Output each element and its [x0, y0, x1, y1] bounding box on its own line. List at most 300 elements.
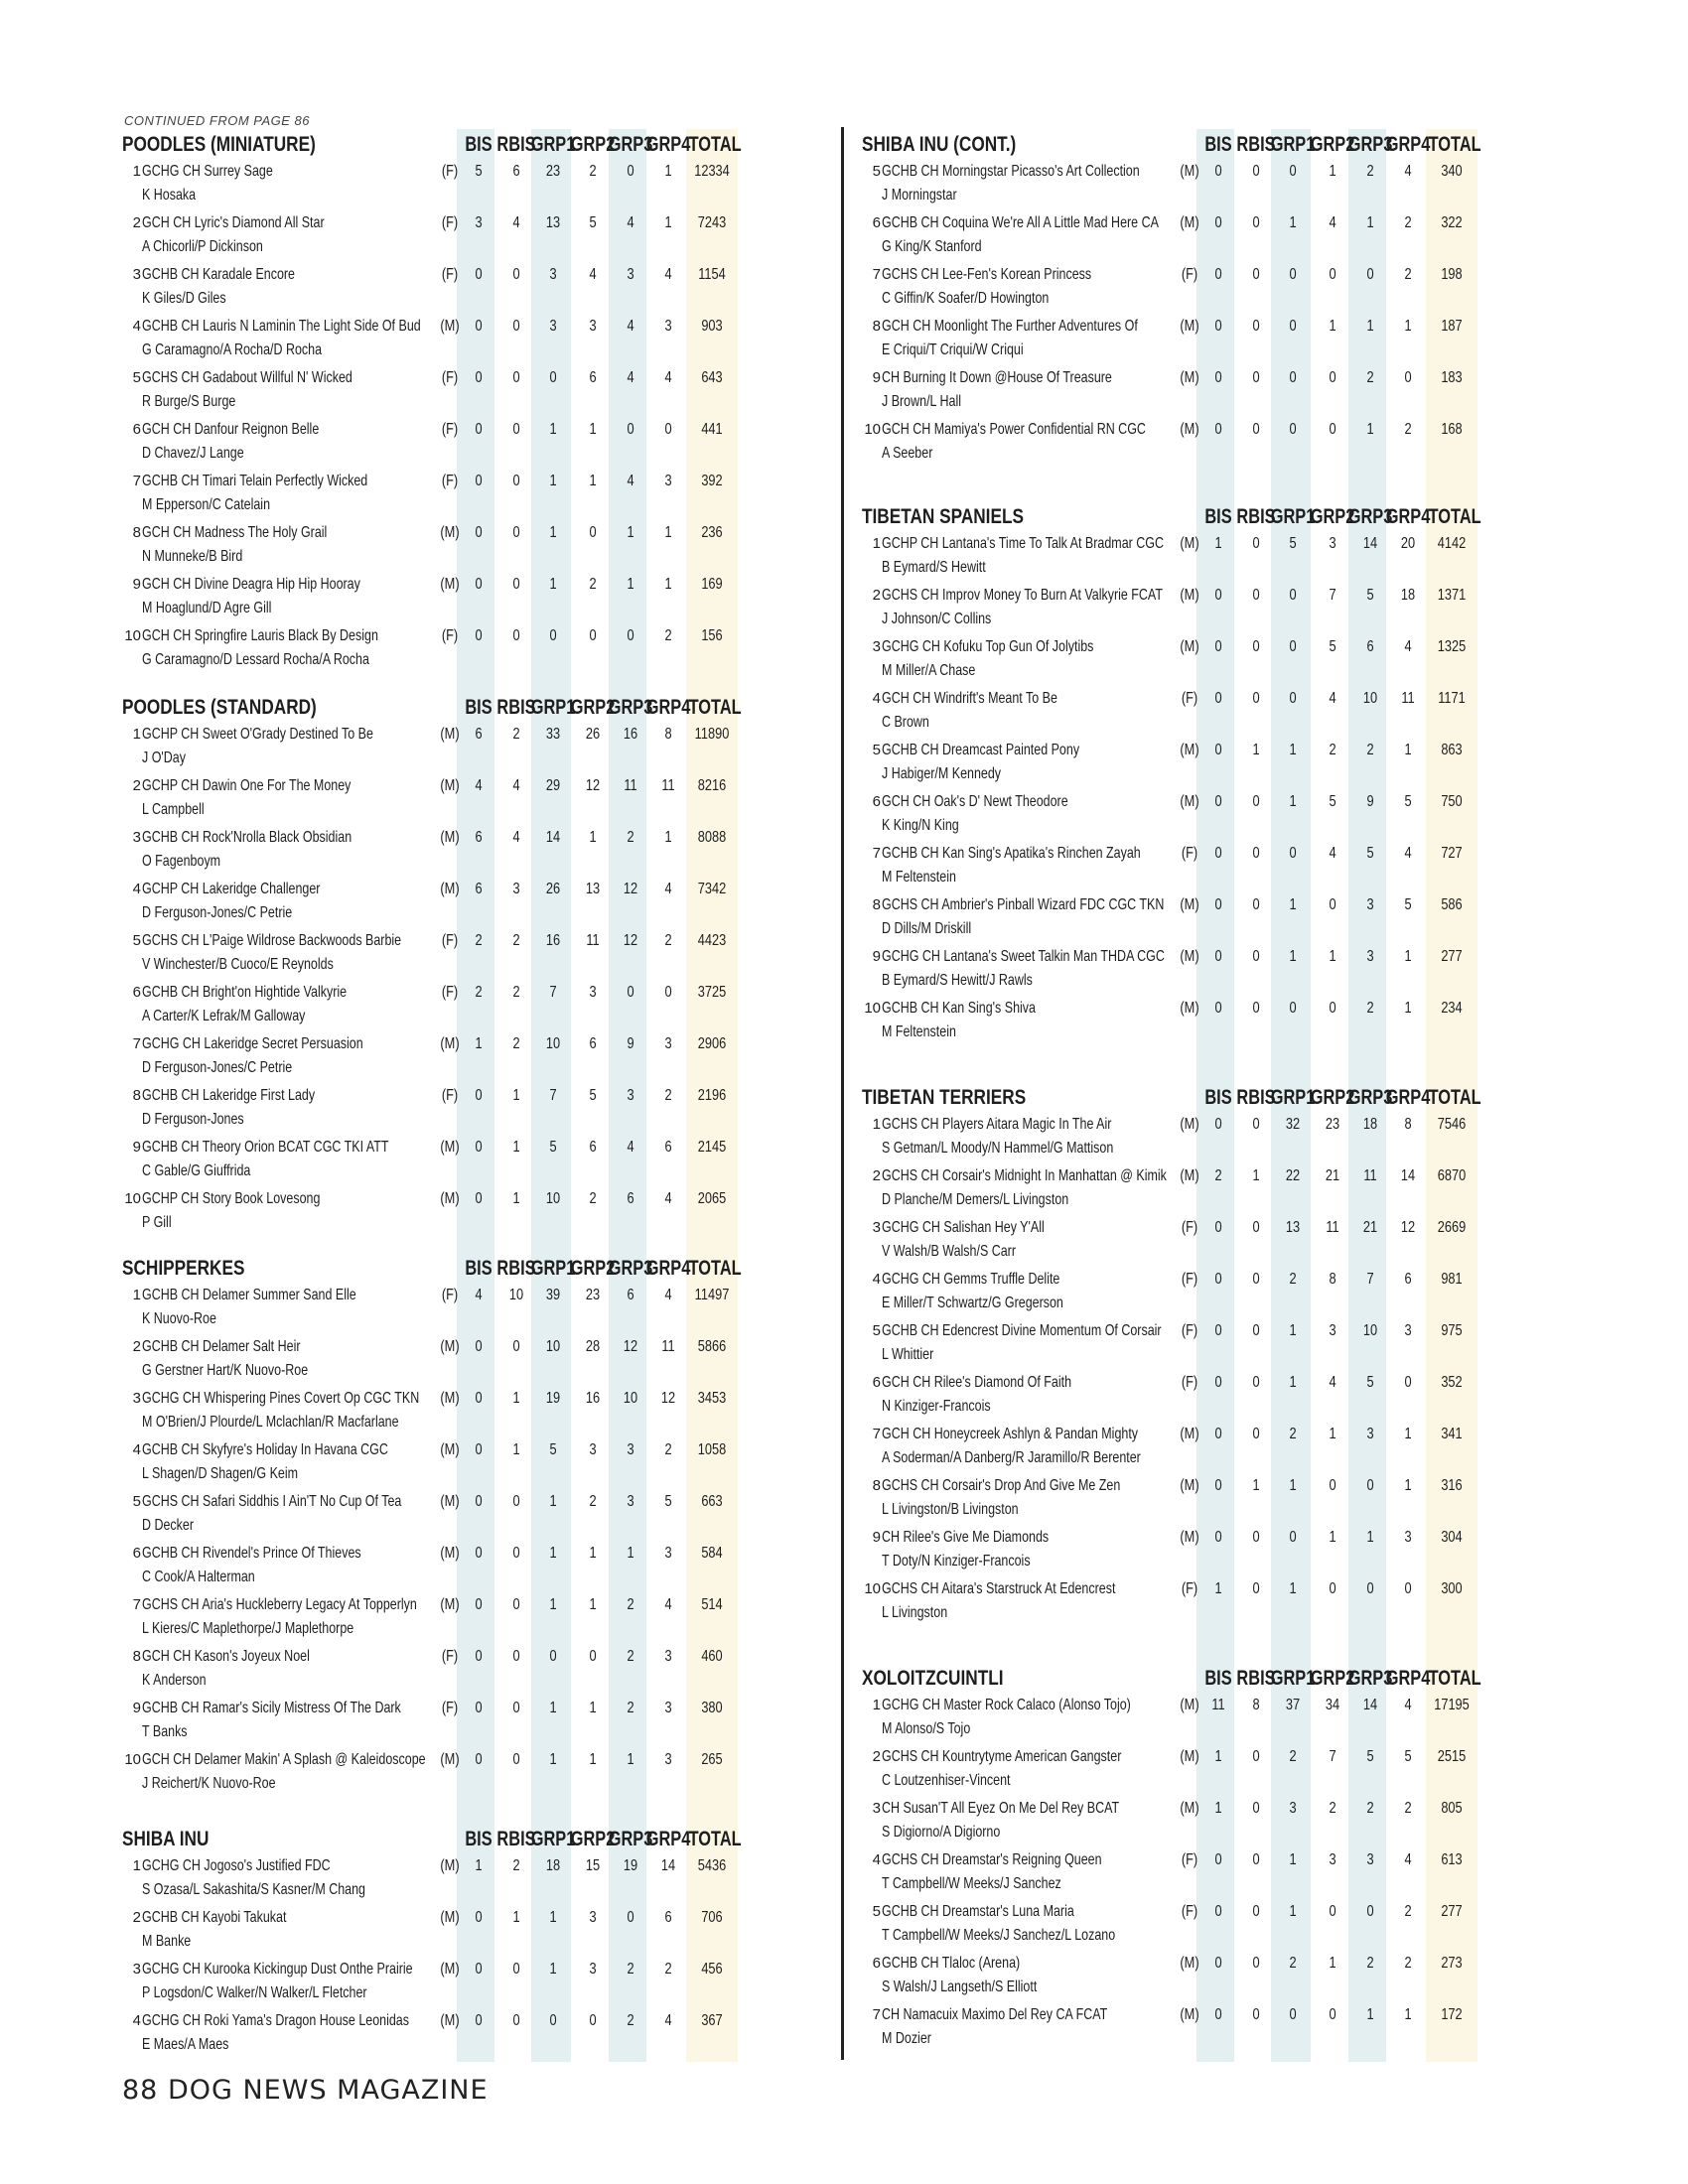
stat-grp3: 0: [627, 1909, 634, 1926]
stat-total: 17195: [1434, 1697, 1470, 1713]
stat-bis: 1: [1214, 535, 1222, 552]
dog-name: GCHS CH Players Aitara Magic In The Air: [882, 1116, 1112, 1133]
stat-grp1: 1: [549, 1700, 557, 1716]
column-header-grp3: GRP3: [1347, 133, 1393, 156]
dog-sex: (M): [1180, 163, 1199, 180]
dog-name: GCHG CH Gemms Truffle Delite: [882, 1271, 1060, 1288]
dog-sex: (F): [1181, 1851, 1198, 1868]
dog-sex: (M): [1180, 1800, 1199, 1817]
dog-sex: (M): [440, 1961, 460, 1978]
owner-names: L Whittier: [882, 1346, 934, 1363]
stat-grp3: 2: [627, 2012, 634, 2029]
ranking-entry: [859, 210, 1566, 262]
section-header: [119, 692, 814, 722]
stat-total: 380: [701, 1700, 723, 1716]
stat-grp2: 0: [1329, 896, 1336, 913]
stat-grp3: 3: [1366, 896, 1374, 913]
column-header-grp1: GRP1: [1270, 133, 1316, 156]
ranking-entry: [859, 738, 1566, 789]
stat-grp4: 2: [664, 627, 672, 644]
dog-name: GCHB CH Skyfyre's Holiday In Havana CGC: [142, 1441, 388, 1458]
stat-bis: 0: [1214, 1374, 1222, 1391]
entry-rank: 9: [872, 369, 881, 386]
stat-grp3: 4: [627, 214, 634, 231]
stat-grp4: 5: [1404, 896, 1412, 913]
stat-grp4: 2: [664, 1961, 672, 1978]
stat-rbis: 0: [1252, 2006, 1260, 2023]
dog-name: GCHB CH Dreamcast Painted Pony: [882, 742, 1080, 758]
stat-grp2: 11: [1326, 1219, 1339, 1236]
dog-sex: (M): [1180, 1748, 1199, 1765]
stat-bis: 0: [1214, 1477, 1222, 1494]
stat-grp2: 11: [586, 932, 600, 949]
owner-names: D Chavez/J Lange: [142, 445, 244, 462]
owner-names: M Hoaglund/D Agre Gill: [142, 600, 272, 616]
entry-rank: 4: [872, 1271, 881, 1288]
dog-sex: (F): [1181, 1903, 1198, 1920]
stat-bis: 0: [475, 1390, 483, 1407]
stat-grp3: 3: [1366, 1851, 1374, 1868]
owner-names: C Giffin/K Soafer/D Howington: [882, 290, 1050, 307]
stat-total: 456: [701, 1961, 723, 1978]
stat-bis: 0: [1214, 214, 1222, 231]
stat-grp2: 5: [589, 214, 597, 231]
dog-name: GCHG CH Surrey Sage: [142, 163, 273, 180]
stat-grp3: 1: [627, 524, 634, 541]
stat-grp1: 2: [1289, 1748, 1297, 1765]
stat-grp4: 0: [664, 984, 672, 1001]
stat-grp2: 0: [1329, 2006, 1336, 2023]
stat-total: 3725: [697, 984, 727, 1001]
dog-sex: (F): [441, 932, 459, 949]
stat-grp1: 7: [549, 1087, 557, 1104]
stat-bis: 0: [1214, 1426, 1222, 1442]
stat-grp1: 0: [1289, 369, 1297, 386]
stat-grp4: 1: [1404, 2006, 1412, 2023]
column-header-grp1: GRP1: [1270, 505, 1316, 528]
stat-grp3: 14: [1362, 1697, 1378, 1713]
owner-names: N Munneke/B Bird: [142, 548, 243, 565]
entry-rank: 6: [132, 984, 141, 1001]
ranking-entry: [119, 1957, 814, 2008]
stat-total: 643: [701, 369, 723, 386]
owner-names: D Dills/M Driskill: [882, 920, 972, 937]
stat-rbis: 0: [1252, 369, 1260, 386]
dog-sex: (F): [441, 1648, 459, 1665]
stat-grp1: 0: [1289, 266, 1297, 283]
stat-grp4: 5: [1404, 1748, 1412, 1765]
dog-sex: (M): [440, 318, 460, 335]
stat-grp1: 0: [1289, 2006, 1297, 2023]
entry-rank: 7: [872, 845, 881, 862]
stat-grp3: 2: [627, 1961, 634, 1978]
dog-sex: (F): [1181, 1580, 1198, 1597]
owner-names: K Anderson: [142, 1672, 207, 1689]
stat-total: 3453: [697, 1390, 727, 1407]
stat-grp4: 1: [664, 214, 672, 231]
stat-rbis: 8: [1252, 1697, 1260, 1713]
stat-bis: 1: [1214, 1748, 1222, 1765]
ranking-entry: [119, 2008, 814, 2060]
stat-grp1: 39: [545, 1287, 561, 1303]
stat-grp1: 14: [545, 829, 561, 846]
ranking-entry: [859, 1112, 1566, 1163]
dog-name: GCHG CH Kurooka Kickingup Dust Onthe Prairie: [142, 1961, 413, 1978]
ranking-entry: [859, 314, 1566, 365]
ranking-entry: [859, 1847, 1566, 1899]
section-header: [859, 1663, 1566, 1693]
stat-total: 2065: [697, 1190, 727, 1207]
stat-grp1: 1: [549, 421, 557, 438]
column-header-total: TOTAL: [688, 133, 742, 156]
stat-grp4: 6: [664, 1909, 672, 1926]
stat-grp4: 3: [664, 1648, 672, 1665]
stat-grp4: 5: [664, 1493, 672, 1510]
entry-rank: 8: [132, 524, 141, 541]
stat-bis: 0: [475, 1087, 483, 1104]
stat-grp2: 7: [1329, 587, 1336, 604]
dog-name: GCHS CH Aitara's Starstruck At Edencrest: [882, 1580, 1116, 1597]
stat-bis: 0: [475, 473, 483, 489]
stat-grp4: 3: [664, 473, 672, 489]
stat-grp1: 1: [1289, 214, 1297, 231]
stat-bis: 0: [475, 1751, 483, 1768]
stat-grp3: 1: [1366, 318, 1374, 335]
owner-names: J Habiger/M Kennedy: [882, 765, 1002, 782]
entry-rank: 8: [872, 1477, 881, 1494]
stat-grp4: 11: [661, 777, 675, 794]
stat-rbis: 0: [1252, 163, 1260, 180]
stat-grp3: 12: [623, 932, 638, 949]
dog-name: GCHS CH Aria's Huckleberry Legacy At Topperlyn: [142, 1596, 417, 1613]
ranking-entry: [119, 773, 814, 825]
left-column: [119, 0, 814, 2184]
entry-rank: 2: [872, 587, 881, 604]
ranking-entry: [119, 1747, 814, 1799]
stat-rbis: 1: [1252, 1167, 1260, 1184]
dog-sex: (M): [1180, 2006, 1199, 2023]
dog-sex: (M): [440, 1751, 460, 1768]
stat-grp4: 1: [1404, 948, 1412, 965]
dog-sex: (M): [440, 1545, 460, 1562]
dog-sex: (F): [1181, 1219, 1198, 1236]
stat-grp1: 0: [549, 2012, 557, 2029]
breed-section: [859, 1082, 1566, 1628]
stat-rbis: 0: [1252, 1219, 1260, 1236]
stat-grp4: 3: [664, 1545, 672, 1562]
breed-section: [859, 501, 1566, 1047]
stat-grp2: 16: [585, 1390, 601, 1407]
column-header-grp2: GRP2: [1310, 505, 1355, 528]
dog-sex: (M): [440, 726, 460, 743]
stat-rbis: 0: [1252, 1116, 1260, 1133]
dog-name: GCH CH Delamer Makin' A Splash @ Kaleidoscope: [142, 1751, 426, 1768]
entry-rank: 4: [132, 881, 141, 897]
stat-grp3: 9: [1366, 793, 1374, 810]
stat-total: 750: [1441, 793, 1463, 810]
stat-rbis: 0: [1252, 638, 1260, 655]
entry-rank: 5: [872, 1903, 881, 1920]
stat-grp4: 3: [664, 1700, 672, 1716]
column-header-grp2: GRP2: [1310, 133, 1355, 156]
stat-rbis: 0: [1252, 1748, 1260, 1765]
ranking-entry: [119, 1696, 814, 1747]
owner-names: L Livingston: [882, 1604, 948, 1621]
dog-name: GCHP CH Lantana's Time To Talk At Bradmar CGC: [882, 535, 1164, 552]
stat-grp2: 5: [1329, 638, 1336, 655]
stat-total: 300: [1441, 1580, 1463, 1597]
entry-rank: 7: [132, 473, 141, 489]
column-header-rbis: RBIS: [1236, 133, 1276, 156]
ranking-entry: [859, 1693, 1566, 1744]
ranking-entry: [119, 159, 814, 210]
dog-name: GCHG CH Lakeridge Secret Persuasion: [142, 1035, 363, 1052]
stat-total: 514: [701, 1596, 723, 1613]
stat-rbis: 0: [512, 1700, 520, 1716]
stat-total: 2906: [697, 1035, 727, 1052]
stat-total: 5436: [697, 1857, 727, 1874]
owner-names: M Feltenstein: [882, 1024, 956, 1040]
stat-grp3: 6: [1366, 638, 1374, 655]
breed-section: [119, 1824, 814, 2060]
stat-total: 4423: [697, 932, 727, 949]
dog-name: GCHB CH Bright'on Hightide Valkyrie: [142, 984, 348, 1001]
stat-grp3: 1: [627, 576, 634, 593]
dog-sex: (M): [1180, 587, 1199, 604]
stat-grp3: 2: [627, 829, 634, 846]
dog-sex: (M): [440, 2012, 460, 2029]
stat-grp4: 3: [664, 1035, 672, 1052]
stat-bis: 11: [1211, 1697, 1225, 1713]
stat-grp2: 2: [589, 1190, 597, 1207]
stat-bis: 0: [1214, 1529, 1222, 1546]
stat-grp4: 2: [664, 1087, 672, 1104]
stat-grp2: 2: [589, 1493, 597, 1510]
entry-rank: 4: [872, 690, 881, 707]
stat-grp1: 1: [1289, 1903, 1297, 1920]
dog-sex: (M): [440, 1338, 460, 1355]
stat-grp4: 4: [664, 266, 672, 283]
dog-sex: (M): [1180, 421, 1199, 438]
stat-grp4: 1: [1404, 1477, 1412, 1494]
column-header-rbis: RBIS: [1236, 1667, 1276, 1690]
stat-rbis: 0: [1252, 421, 1260, 438]
stat-total: 1154: [698, 266, 726, 283]
stat-grp4: 4: [664, 1287, 672, 1303]
breed-title: XOLOITZCUINTLI: [862, 1667, 1004, 1690]
stat-grp4: 1: [664, 163, 672, 180]
owner-names: R Burge/S Burge: [142, 393, 236, 410]
owner-names: B Eymard/S Hewitt/J Rawls: [882, 972, 1033, 989]
ranking-entry: [119, 1592, 814, 1644]
stat-bis: 3: [475, 214, 483, 231]
owner-names: C Brown: [882, 714, 929, 731]
ranking-entry: [859, 1318, 1566, 1370]
owner-names: M Miller/A Chase: [882, 662, 976, 679]
stat-grp1: 1: [1289, 1477, 1297, 1494]
stat-rbis: 2: [512, 932, 520, 949]
page-footer: 88 DOG NEWS MAGAZINE: [122, 2075, 489, 2106]
dog-name: CH Namacuix Maximo Del Rey CA FCAT: [882, 2006, 1108, 2023]
column-header-rbis: RBIS: [496, 1828, 536, 1850]
stat-grp2: 2: [1329, 742, 1336, 758]
stat-rbis: 0: [1252, 214, 1260, 231]
stat-rbis: 0: [512, 1338, 520, 1355]
stat-grp3: 2: [1366, 369, 1374, 386]
stat-rbis: 0: [512, 369, 520, 386]
ranking-entry: [859, 1422, 1566, 1473]
dog-sex: (F): [441, 266, 459, 283]
stat-grp3: 0: [627, 163, 634, 180]
owner-names: J Morningstar: [882, 187, 957, 204]
dog-name: GCHG CH Master Rock Calaco (Alonso Tojo): [882, 1697, 1131, 1713]
stat-grp1: 0: [1289, 318, 1297, 335]
entry-rank: 3: [132, 1961, 141, 1978]
stat-grp4: 1: [1404, 318, 1412, 335]
stat-bis: 0: [1214, 1116, 1222, 1133]
dog-name: GCHS CH Ambrier's Pinball Wizard FDC CGC TKN: [882, 896, 1165, 913]
stat-grp2: 4: [1329, 1374, 1336, 1391]
column-header-grp1: GRP1: [530, 1257, 576, 1280]
stat-total: 441: [701, 421, 723, 438]
stat-grp3: 0: [1366, 1903, 1374, 1920]
stat-bis: 0: [475, 1909, 483, 1926]
dog-sex: (M): [440, 1857, 460, 1874]
owner-names: M Alonso/S Tojo: [882, 1720, 971, 1737]
stat-bis: 0: [475, 524, 483, 541]
stat-grp2: 1: [1329, 163, 1336, 180]
ranking-entry: [859, 262, 1566, 314]
owner-names: J O'Day: [142, 750, 186, 766]
entry-rank: 1: [132, 726, 141, 743]
stat-rbis: 1: [512, 1390, 520, 1407]
stat-bis: 1: [475, 1857, 483, 1874]
stat-grp2: 1: [1329, 1955, 1336, 1972]
owner-names: S Walsh/J Langseth/S Elliott: [882, 1979, 1038, 1995]
stat-grp3: 21: [1362, 1219, 1378, 1236]
stat-grp1: 0: [1289, 638, 1297, 655]
column-header-total: TOTAL: [1428, 505, 1481, 528]
entry-rank: 2: [132, 1338, 141, 1355]
dog-name: GCHB CH Edencrest Divine Momentum Of Corsair: [882, 1322, 1162, 1339]
owner-names: T Campbell/W Meeks/J Sanchez: [882, 1875, 1061, 1892]
dog-sex: (M): [1180, 369, 1199, 386]
dog-name: GCHG CH Salishan Hey Y'All: [882, 1219, 1045, 1236]
owner-names: L Shagen/D Shagen/G Keim: [142, 1465, 299, 1482]
column-header-grp4: GRP4: [645, 133, 691, 156]
dog-name: GCH CH Lyric's Diamond All Star: [142, 214, 325, 231]
stat-bis: 0: [475, 1493, 483, 1510]
stat-total: 2145: [697, 1139, 727, 1156]
section-header: [859, 1082, 1566, 1112]
column-header-bis: BIS: [1204, 505, 1232, 528]
dog-name: GCHB CH Theory Orion BCAT CGC TKI ATT: [142, 1139, 389, 1156]
stat-total: 586: [1441, 896, 1463, 913]
ranking-entry: [859, 686, 1566, 738]
column-header-bis: BIS: [1204, 133, 1232, 156]
column-header-grp1: GRP1: [530, 133, 576, 156]
column-header-grp2: GRP2: [1310, 1086, 1355, 1109]
stat-grp1: 0: [549, 369, 557, 386]
stat-bis: 0: [1214, 1955, 1222, 1972]
owner-names: M Dozier: [882, 2030, 931, 2047]
dog-name: GCHB CH Delamer Summer Sand Elle: [142, 1287, 356, 1303]
stat-rbis: 0: [1252, 1580, 1260, 1597]
stat-grp1: 2: [1289, 1955, 1297, 1972]
dog-sex: (M): [440, 1139, 460, 1156]
stat-grp3: 1: [1366, 2006, 1374, 2023]
stat-grp1: 2: [1289, 1271, 1297, 1288]
stat-grp3: 10: [1362, 1322, 1378, 1339]
stat-grp2: 28: [585, 1338, 601, 1355]
stat-grp3: 12: [623, 881, 638, 897]
stat-grp3: 4: [627, 369, 634, 386]
stat-grp4: 4: [664, 2012, 672, 2029]
stat-grp1: 2: [1289, 1426, 1297, 1442]
stat-rbis: 4: [512, 829, 520, 846]
stat-rbis: 0: [512, 1961, 520, 1978]
column-header-total: TOTAL: [1428, 1667, 1481, 1690]
stat-total: 863: [1441, 742, 1463, 758]
column-header-total: TOTAL: [688, 696, 742, 719]
stat-grp4: 4: [1404, 1851, 1412, 1868]
stat-rbis: 1: [512, 1190, 520, 1207]
owner-names: D Ferguson-Jones: [142, 1111, 244, 1128]
dog-sex: (M): [440, 524, 460, 541]
stat-rbis: 1: [512, 1087, 520, 1104]
stat-grp4: 3: [664, 318, 672, 335]
entry-rank: 6: [872, 1374, 881, 1391]
entry-rank: 3: [132, 829, 141, 846]
owner-names: A Seeber: [882, 445, 933, 462]
stat-grp1: 1: [1289, 1580, 1297, 1597]
ranking-entry: [859, 789, 1566, 841]
stat-rbis: 10: [508, 1287, 524, 1303]
stat-grp1: 10: [545, 1190, 561, 1207]
stat-grp3: 1: [1366, 421, 1374, 438]
dog-sex: (M): [440, 1596, 460, 1613]
stat-total: 8216: [697, 777, 727, 794]
stat-total: 172: [1441, 2006, 1463, 2023]
dog-name: GCH CH Madness The Holy Grail: [142, 524, 328, 541]
stat-grp2: 21: [1325, 1167, 1340, 1184]
entry-rank: 9: [132, 1139, 141, 1156]
ranking-entry: [119, 262, 814, 314]
stat-rbis: 0: [512, 524, 520, 541]
dog-sex: (F): [441, 1700, 459, 1716]
dog-sex: (F): [441, 1087, 459, 1104]
column-header-rbis: RBIS: [1236, 1086, 1276, 1109]
stat-grp4: 4: [1404, 163, 1412, 180]
stat-grp2: 5: [589, 1087, 597, 1104]
dog-name: GCHB CH Coquina We're All A Little Mad Here CA: [882, 214, 1159, 231]
stat-grp2: 6: [589, 1139, 597, 1156]
owner-names: K King/N King: [882, 817, 959, 834]
stat-grp2: 0: [1329, 369, 1336, 386]
stat-grp1: 1: [549, 1751, 557, 1768]
column-header-bis: BIS: [465, 696, 492, 719]
dog-sex: (F): [441, 627, 459, 644]
stat-grp1: 1: [549, 1909, 557, 1926]
entry-rank: 9: [872, 948, 881, 965]
stat-grp4: 8: [664, 726, 672, 743]
column-header-grp4: GRP4: [1385, 1667, 1431, 1690]
column-header-grp4: GRP4: [1385, 505, 1431, 528]
ranking-entry: [119, 825, 814, 877]
stat-grp4: 1: [664, 576, 672, 593]
entry-rank: 3: [872, 638, 881, 655]
dog-name: GCHP CH Sweet O'Grady Destined To Be: [142, 726, 373, 743]
